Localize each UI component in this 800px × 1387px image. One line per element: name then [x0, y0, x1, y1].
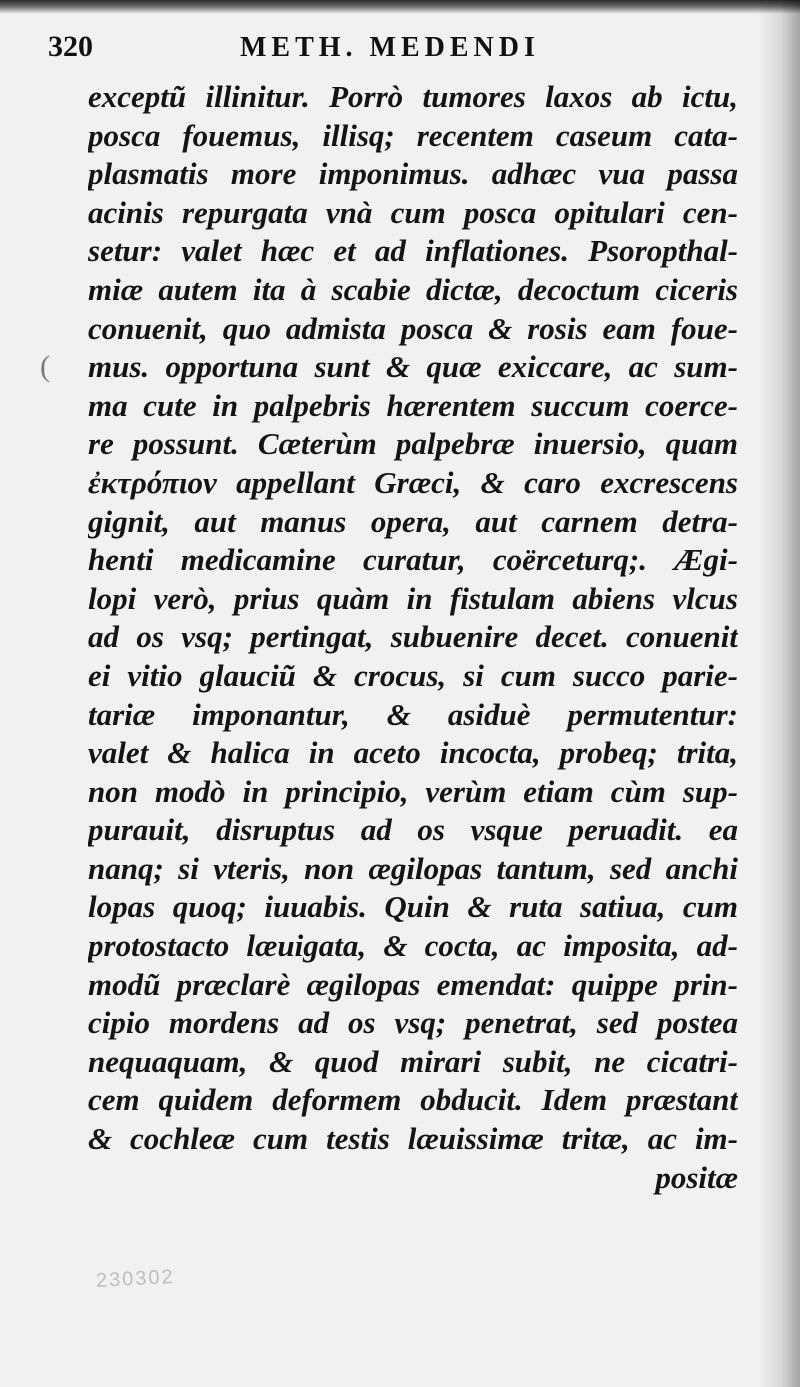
page-header [48, 30, 748, 70]
text-line: modũ præclarè ægilopas emendat: quippe prin- [88, 966, 738, 1002]
body-text [88, 78, 738, 1197]
text-line: re possunt. Cæterùm palpebræ inuersio, quam [88, 426, 738, 462]
text-line: ma cute in palpebris hærentem succum coerce- [88, 387, 738, 423]
text-line: ἐκτρόπιον appellant Græci, & caro excrescens [88, 464, 738, 500]
text-line: plasmatis more imponimus. adhæc vua passa [88, 156, 738, 192]
text-line: cem quidem deformem obducit. Idem præstant [88, 1082, 738, 1118]
margin-mark: ( [40, 350, 50, 383]
text-line: tariæ imponantur, & asiduè permutentur: [88, 696, 738, 732]
running-head: METH. MEDENDI [240, 32, 540, 63]
text-line: ad os vsq; pertingat, subuenire decet. conuenit [88, 619, 738, 655]
text-line: henti medicamine curatur, coërceturq;. Ægi- [88, 542, 738, 578]
page-number: 320 [48, 30, 93, 63]
text-line: nequaquam, & quod mirari subit, ne cicatri- [88, 1043, 738, 1079]
text-line: acinis repurgata vnà cum posca opitulari cen- [88, 194, 738, 230]
text-line: conuenit, quo admista posca & rosis eam foue- [88, 310, 738, 346]
text-line: exceptũ illinitur. Porrò tumores laxos ab ictu, [88, 79, 738, 114]
gutter-shadow [758, 0, 800, 1387]
text-line: protostacto læuigata, & cocta, ac imposita, ad- [88, 928, 738, 964]
text-line: lopas quoq; iuuabis. Quin & ruta satiua, cum [88, 889, 738, 925]
text-line: nanq; si vteris, non ægilopas tantum, sed anchi [88, 850, 738, 886]
text-line: gignit, aut manus opera, aut carnem detra- [88, 503, 738, 539]
text-line: cipio mordens ad os vsq; penetrat, sed postea [88, 1005, 738, 1041]
text-line: mus. opportuna sunt & quæ exiccare, ac sum- [88, 349, 738, 385]
library-stamp: 230302 [95, 1265, 176, 1293]
text-line: lopi verò, prius quàm in fistulam abiens vlcus [88, 580, 738, 616]
text-line: & cochleæ cum testis læuissimæ tritæ, ac im- [88, 1121, 738, 1157]
text-line: ei vitio glauciũ & crocus, si cum succo parie- [88, 657, 738, 693]
text-line: purauit, disruptus ad os vsque peruadit. ea [88, 812, 738, 848]
text-line: setur: valet hæc et ad inflationes. Psoropthal- [88, 233, 738, 269]
catchword: positæ [655, 1159, 738, 1195]
text-line: non modò in principio, verùm etiam cùm sup- [88, 773, 738, 809]
text-line: valet & halica in aceto incocta, probeq; trita, [88, 735, 738, 771]
text-line: posca fouemus, illisq; recentem caseum cata- [88, 117, 738, 153]
text-line: miæ autem ita à scabie dictæ, decoctum ciceris [88, 271, 738, 307]
page-top-edge [0, 0, 800, 14]
